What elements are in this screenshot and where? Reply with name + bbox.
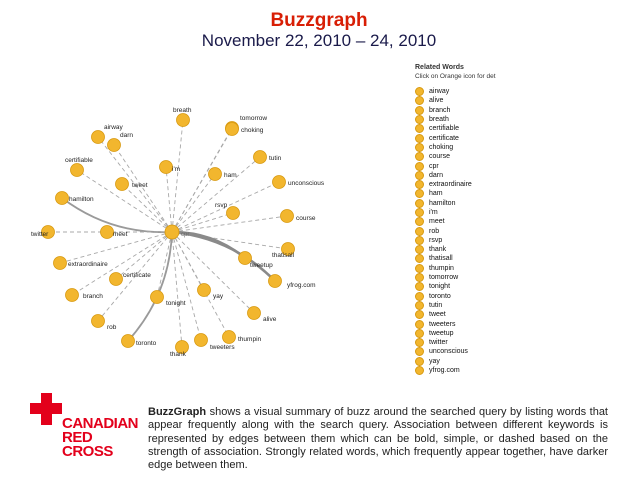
orange-dot-icon[interactable] — [415, 87, 424, 96]
orange-dot-icon[interactable] — [415, 264, 424, 273]
related-words-list — [415, 87, 630, 375]
keyword-node-label: branch — [83, 293, 103, 300]
keyword-node[interactable] — [195, 334, 208, 347]
related-word-label: rob — [429, 227, 440, 235]
keyword-node[interactable] — [248, 307, 261, 320]
orange-dot-icon[interactable] — [415, 310, 424, 319]
related-word-label: yay — [429, 357, 440, 365]
keyword-node[interactable] — [177, 114, 190, 127]
keyword-node-label: thatisall — [272, 252, 295, 259]
graph-edge — [172, 232, 201, 340]
related-word-item[interactable] — [415, 87, 630, 96]
graph-edge — [157, 232, 172, 297]
related-word-label: alive — [429, 97, 444, 105]
related-word-item[interactable] — [415, 301, 630, 310]
related-word-label: extraordinaire — [429, 181, 472, 189]
keyword-node-label: unconscious — [288, 180, 325, 187]
red-cross-icon — [30, 393, 62, 425]
keyword-node[interactable] — [92, 315, 105, 328]
related-word-item[interactable] — [415, 310, 630, 319]
keyword-node-label: breath — [173, 107, 192, 114]
keyword-node[interactable] — [71, 164, 84, 177]
graph-edge — [122, 184, 172, 232]
related-word-item[interactable] — [415, 217, 630, 226]
related-word-item[interactable] — [415, 245, 630, 254]
related-word-item[interactable] — [415, 124, 630, 133]
description-lead: BuzzGraph — [148, 406, 207, 418]
related-word-label: hamilton — [429, 199, 456, 207]
orange-dot-icon[interactable] — [415, 134, 424, 143]
graph-edge — [172, 174, 215, 232]
related-word-item[interactable] — [415, 292, 630, 301]
keyword-node[interactable] — [209, 168, 222, 181]
graph-edge — [128, 232, 172, 341]
related-word-item[interactable] — [415, 236, 630, 245]
graph-edge — [172, 213, 233, 232]
related-word-item[interactable] — [415, 208, 630, 217]
keyword-node-label: tomorrow — [240, 115, 268, 122]
keyword-node-label: hamilton — [69, 196, 94, 203]
related-word-label: tweeters — [429, 320, 456, 328]
orange-dot-icon[interactable] — [415, 208, 424, 217]
graph-edge — [172, 128, 232, 232]
related-word-label: thank — [429, 246, 447, 254]
keyword-node-label: thumpin — [238, 336, 262, 343]
orange-dot-icon[interactable] — [415, 347, 424, 356]
orange-dot-icon[interactable] — [415, 171, 424, 180]
center-node[interactable] — [165, 225, 179, 239]
orange-dot-icon[interactable] — [415, 273, 424, 282]
related-word-label: thumpin — [429, 264, 454, 272]
orange-dot-icon[interactable] — [415, 152, 424, 161]
keyword-node-label: alive — [263, 316, 277, 323]
related-word-item[interactable] — [415, 357, 630, 366]
orange-dot-icon[interactable] — [415, 254, 424, 263]
date-range: November 22, 2010 – 24, 2010 — [201, 31, 437, 50]
keyword-node[interactable] — [160, 161, 173, 174]
keyword-node-label: twitter — [31, 231, 49, 238]
orange-dot-icon[interactable] — [415, 320, 424, 329]
related-word-item[interactable] — [415, 264, 630, 273]
orange-dot-icon[interactable] — [415, 227, 424, 236]
keyword-node[interactable] — [101, 226, 114, 239]
orange-dot-icon[interactable] — [415, 189, 424, 198]
keyword-node-label: tonight — [166, 300, 186, 307]
related-words-instruction: Click on Orange icon for det — [415, 73, 496, 80]
related-word-item[interactable] — [415, 143, 630, 152]
orange-dot-icon[interactable] — [415, 217, 424, 226]
related-word-label: i'm — [429, 209, 438, 216]
keyword-node-label: darn — [120, 132, 134, 139]
related-word-item[interactable] — [415, 273, 630, 282]
orange-dot-icon[interactable] — [415, 245, 424, 254]
keyword-node-label: airway — [104, 124, 123, 131]
keyword-node-label: meet — [113, 231, 128, 238]
keyword-node-label: rsvp — [215, 202, 228, 209]
graph-edge — [62, 198, 172, 232]
keyword-node[interactable] — [110, 273, 123, 286]
keyword-node[interactable] — [122, 335, 135, 348]
keyword-node[interactable] — [254, 151, 267, 164]
orange-dot-icon[interactable] — [415, 124, 424, 133]
orange-dot-icon[interactable] — [415, 366, 424, 375]
keyword-node-label: ham — [224, 172, 237, 179]
keyword-node[interactable] — [269, 275, 282, 288]
description — [148, 406, 608, 472]
orange-dot-icon[interactable] — [415, 199, 424, 208]
related-word-item[interactable] — [415, 180, 630, 189]
orange-dot-icon[interactable] — [415, 162, 424, 171]
related-word-label: airway — [429, 88, 450, 96]
keyword-node[interactable] — [66, 289, 79, 302]
keyword-node[interactable] — [151, 291, 164, 304]
keyword-node-label: choking — [241, 127, 264, 134]
related-word-item[interactable] — [415, 106, 630, 115]
related-word-item[interactable] — [415, 347, 630, 356]
related-word-item[interactable] — [415, 338, 630, 347]
related-word-label: ham — [429, 190, 443, 198]
keyword-node[interactable] — [54, 257, 67, 270]
orange-dot-icon[interactable] — [415, 143, 424, 152]
orange-dot-icon[interactable] — [415, 338, 424, 347]
related-word-label: certifiable — [429, 125, 459, 133]
related-word-item[interactable] — [415, 152, 630, 161]
graph-edge — [172, 120, 183, 232]
keyword-node[interactable] — [281, 210, 294, 223]
orange-dot-icon[interactable] — [415, 301, 424, 310]
orange-dot-icon[interactable] — [415, 357, 424, 366]
related-word-label: yfrog.com — [429, 367, 460, 375]
related-word-item[interactable] — [415, 366, 630, 375]
related-word-item[interactable] — [415, 161, 630, 170]
keyword-node-label: tweet — [132, 182, 148, 189]
keyword-node-label: yay — [213, 293, 224, 300]
keyword-node-label: tutin — [269, 155, 282, 162]
orange-dot-icon[interactable] — [415, 292, 424, 301]
related-word-label: cpr — [429, 162, 439, 170]
related-word-label: thatisall — [429, 255, 453, 263]
related-words-panel — [415, 63, 630, 375]
related-word-item[interactable] — [415, 115, 630, 124]
related-word-label: choking — [429, 143, 454, 151]
related-words-title: Related Words — [415, 64, 464, 71]
orange-dot-icon[interactable] — [415, 180, 424, 189]
related-word-label: twitter — [429, 339, 448, 347]
related-word-label: unconscious — [429, 348, 468, 356]
related-word-label: tweet — [429, 311, 446, 319]
description-text: shows a visual summary of buzz around the searched query by listing words that appear frequently along with the search query. Association between different keywords is represented by edges between them which can be bold, simple, or dashed based on the strength of association. Strongly related words, which frequently appear together, have darker edge between them. — [148, 406, 608, 472]
keyword-node[interactable] — [226, 123, 239, 136]
keyword-node[interactable] — [116, 178, 129, 191]
logo-line-2: RED CROSS — [62, 429, 113, 460]
keyword-node-label: i'm — [172, 166, 181, 173]
orange-dot-icon[interactable] — [415, 329, 424, 338]
related-word-label: branch — [429, 106, 451, 114]
orange-dot-icon[interactable] — [415, 106, 424, 115]
related-word-label: breath — [429, 116, 449, 124]
keyword-node-label: certificate — [123, 272, 151, 279]
related-word-label: course — [429, 153, 451, 161]
page-title: Buzzgraph — [270, 10, 368, 31]
keyword-node-label: extraordinaire — [68, 261, 108, 268]
keyword-node[interactable] — [56, 192, 69, 205]
related-word-item[interactable] — [415, 282, 630, 291]
related-word-label: tweetup — [429, 329, 454, 337]
keyword-node-label: rob — [107, 324, 117, 331]
related-word-label: tutin — [429, 301, 443, 309]
related-word-item[interactable] — [415, 254, 630, 263]
related-word-item[interactable] — [415, 96, 630, 105]
keyword-node-label: certifiable — [65, 157, 93, 164]
keyword-node-label: tweetup — [250, 262, 273, 269]
related-word-label: toronto — [429, 292, 451, 300]
orange-dot-icon[interactable] — [415, 236, 424, 245]
related-word-item[interactable] — [415, 199, 630, 208]
keyword-node[interactable] — [92, 131, 105, 144]
related-word-label: rsvp — [429, 236, 443, 244]
related-word-item[interactable] — [415, 329, 630, 338]
related-word-label: darn — [429, 171, 444, 179]
orange-dot-icon[interactable] — [415, 282, 424, 291]
logo-line-1: CANADIAN — [62, 415, 138, 432]
keyword-node-label: toronto — [136, 340, 157, 347]
keyword-node[interactable] — [198, 284, 211, 297]
related-word-item[interactable] — [415, 189, 630, 198]
graph-edge — [166, 167, 172, 232]
keyword-node-label: course — [296, 215, 316, 222]
graph-edge — [172, 129, 232, 232]
keyword-node[interactable] — [227, 207, 240, 220]
related-word-label: meet — [429, 218, 445, 226]
keyword-node-label: yfrog.com — [287, 282, 316, 289]
related-word-item[interactable] — [415, 226, 630, 235]
related-word-label: tonight — [429, 283, 451, 291]
keyword-node[interactable] — [223, 331, 236, 344]
keyword-node-label: thank — [170, 351, 186, 358]
related-word-label: certificate — [429, 134, 459, 142]
related-word-label: tomorrow — [429, 274, 459, 282]
orange-dot-icon[interactable] — [415, 96, 424, 105]
orange-dot-icon[interactable] — [415, 115, 424, 124]
related-word-item[interactable] — [415, 133, 630, 142]
related-word-item[interactable] — [415, 171, 630, 180]
keyword-node-label: tweeters — [210, 344, 235, 351]
keyword-node[interactable] — [108, 139, 121, 152]
center-node-label: cpr — [181, 232, 190, 238]
keyword-node[interactable] — [273, 176, 286, 189]
related-word-item[interactable] — [415, 319, 630, 328]
